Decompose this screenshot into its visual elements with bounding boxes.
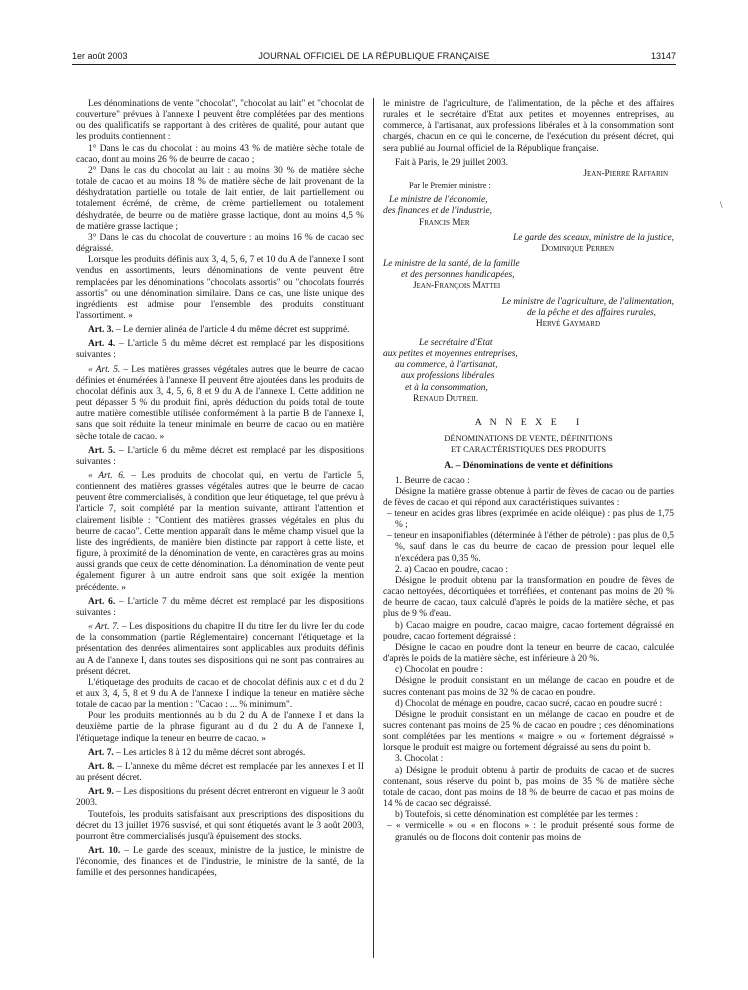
paragraph: Lorsque les produits définis aux 3, 4, 5, 6, 7 et 10 du A de l'annexe I sont vendus en assortiments, leurs dénominations de vente peuvent être remplacées par les dénominations "chocolats assortis" ou "chocolats fourrés assortis" ou une dénomination similaire. Dans ce cas, une liste unique des ingrédients est admise pour l'ensemble des produits constituant l'assortiment. » — [76, 255, 364, 321]
signature-block-health: Le ministre de la santé, de la famille et des personnes handicapées, Jean-François Mattei — [383, 259, 520, 292]
article-label: Art. 3. — [88, 325, 114, 336]
article-label: « Art. 6. — [88, 471, 126, 481]
article-label: Art. 4. — [88, 339, 116, 350]
item-heading: 1. Beurre de cacao : — [395, 475, 470, 486]
signature-block-justice: Le garde des sceaux, ministre de la justice, Dominique Perben — [513, 232, 674, 254]
paragraph: le ministre de l'agriculture, de l'alimentation, de la pêche et des affaires rurales et le secrétaire d'Etat aux petites et moyennes entreprises, au commerce, à l'artisanat, aux professions libérales et à la consommation sont chargés, chacun en ce qui le concerne, de l'exécution du présent décret, qui sera publié au Journal officiel de la République française. — [383, 99, 674, 154]
article-label: Art. 9. — [88, 787, 114, 798]
article-10: Art. 10. – Le garde des sceaux, ministre de la justice, le ministre de l'économie, des finances et de l'industrie, le ministre de la santé, de la famille et des personnes handicapées, — [76, 846, 364, 879]
paragraph: Désigne le produit consistant en un mélange de cacao en poudre et de sucres contenant pas moins de 32 % de cacao en poudre. — [383, 676, 674, 698]
item-heading: d) Chocolat de ménage en poudre, cacao sucré, cacao en poudre sucré : — [395, 698, 663, 709]
header-date: 1er août 2003 — [72, 51, 128, 61]
signature-place-date: Fait à Paris, le 29 juillet 2003. — [395, 157, 509, 168]
header-title: JOURNAL OFFICIEL DE LA RÉPUBLIQUE FRANÇAISE — [258, 51, 490, 61]
article-3: Art. 3. – Le dernier alinéa de l'article 4 du même décret est supprimé. — [88, 325, 350, 336]
article-8: Art. 8. – L'annexe du même décret est remplacée par les annexes I et II au présent décret. — [76, 761, 364, 784]
article-label: Art. 10. — [88, 846, 121, 856]
paragraph: Désigne le produit consistant en un mélange de cacao en poudre et de sucres contenant pas moins de 25 % de cacao en poudre ; ces dénominations sont complétées par les mentions « maigre » ou « fortement dégraissé » lorsque le produit est maigre ou fortement dégraissé au sens du point b. — [383, 709, 674, 754]
article-label: Art. 7. — [88, 747, 114, 758]
signature-block-agriculture: Le ministre de l'agriculture, de l'alimentation, de la pêche et des affaires rurales, Hervé Gaymard — [501, 296, 674, 329]
page-header — [72, 51, 676, 65]
quoted-article-6: « Art. 6. – Les produits de chocolat qui, en vertu de l'article 5, contiennent des matières grasses végétales autres que le beurre de cacao peuvent être commercialisés, à condition que leur étiquetage, tel que prévu à l'article 7, soit complété par la mention suivante, attirant l'attention et clairement lisible : "Contient des matières grasses végétales en plus du beurre de cacao". Cette mention apparaît dans le même champ visuel que la liste des ingrédients, de manière bien distincte par rapport à cette liste, et figure, à proximité de la dénomination de vente, en caractères gras au moins aussi grands que ceux de cette dénomination. La dénomination de vente peut également figurer à un autre endroit sans que soit exigée la mention précédente. » — [76, 471, 364, 593]
article-7: Art. 7. – Les articles 8 à 12 du même décret sont abrogés. — [88, 747, 306, 758]
article-5: Art. 5. – L'article 6 du même décret est remplacé par les dispositions suivantes : — [76, 445, 364, 467]
article-4: Art. 4. – L'article 5 du même décret est remplacé par les dispositions suivantes : — [76, 339, 364, 361]
paragraph: Désigne le produit obtenu par la transformation en poudre de fèves de cacao nettoyées, décortiquées et torréfiées, et contenant pas moins de 20 % de beurre de cacao, taux calculé d'après le poids de la matière sèche, et pas plus de 9 % d'eau. — [383, 575, 674, 620]
paragraph: Toutefois, les produits satisfaisant aux prescriptions des dispositions du décret du 13 juillet 1976 susvisé, et qui sont étiquetés avant le 3 août 2003, pourront être commercialisés jusqu'à épuisement des stocks. — [76, 809, 364, 842]
list-item: – « vermicelle » ou « en flocons » : le produit présenté sous forme de granulés ou de flocons doit contenir pas moins de — [387, 821, 674, 843]
article-label: Art. 8. — [88, 761, 115, 772]
article-label: « Art. 5. — [88, 364, 121, 375]
item-heading: 2. a) Cacao en poudre, cacao : — [395, 564, 508, 575]
signature-block-economy: Le ministre de l'économie, des finances et de l'industrie, Francis Mer — [383, 195, 493, 228]
paragraph: Les dénominations de vente "chocolat", "chocolat au lait" et "chocolat de couverture" prévues à l'annexe I peuvent être complétées par des mentions ou des qualificatifs se rapportant à des critères de qualité, pour autant que les produits contiennent : — [76, 99, 364, 143]
article-label: Art. 6. — [88, 596, 116, 607]
left-column — [76, 99, 364, 879]
paragraph: 3° Dans le cas du chocolat de couverture : au moins 16 % de cacao sec dégraissé. — [76, 232, 364, 255]
signatory-name: Jean-Pierre Raffarin — [583, 168, 668, 179]
quoted-article-5: « Art. 5. – Les matières grasses végétales autres que le beurre de cacao définies et énumérées à l'annexe II peuvent être ajoutées dans les produits de chocolat définis aux 3, 4, 5, 6, 8 et 9 du A de l'annexe I. Cette addition ne peut dépasser 5 % du produit fini, après déduction du poids total de toute autre matière comestible utilisée conformément à la partie B de l'annexe I, sans que soit réduite la teneur minimale en beurre de cacao ou en matière sèche totale de cacao. » — [76, 364, 364, 442]
column-divider — [373, 98, 374, 958]
annex-subtitle: DÉNOMINATIONS DE VENTE, DÉFINITIONS — [444, 434, 613, 444]
paragraph: 1° Dans le cas du chocolat : au moins 43 % de matière sèche totale de cacao, dont au moins 26 % de beurre de cacao ; — [76, 143, 364, 165]
item-heading: b) Cacao maigre en poudre, cacao maigre, cacao fortement dégraissé en poudre, cacao fortement dégraissé : — [383, 620, 674, 642]
article-6: Art. 6. – L'article 7 du même décret est remplacé par les dispositions suivantes : — [76, 596, 364, 618]
paragraph: a) Désigne le produit obtenu à partir de produits de cacao et de sucres contenant, sous réserve du point b, pas moins de 35 % de matière sèche totale de cacao, dont pas moins de 18 % de beurre de cacao et pas moins de 14 % de cacao sec dégraissé. — [383, 765, 674, 810]
item-heading: c) Chocolat en poudre : — [395, 665, 483, 676]
paragraph: Pour les produits mentionnés au b du 2 du A de l'annexe I et dans la deuxième partie de la phrase figurant au d du 2 du A de l'annexe I, l'étiquetage indique la teneur en beurre de cacao. » — [76, 711, 364, 744]
signature-block-secretary: Le secrétaire d'Etat aux petites et moyennes entreprises, au commerce, à l'artisanat, aux professions libérales et à la consommation, Renaud Dutreil — [383, 337, 518, 404]
right-column — [383, 99, 674, 844]
header-rule — [72, 64, 676, 65]
header-page-number: 13147 — [650, 51, 676, 61]
quoted-article-7: « Art. 7. – Les dispositions du chapitre II du titre Ier du livre Ier du code de la consommation (partie Réglementaire) concernant l'étiquetage et la présentation des denrées alimentaires sont applicables aux produits définis au A de l'annexe I, dans toutes ses dispositions qui ne sont pas contraires au présent décret. — [76, 622, 364, 677]
section-heading: A. – Dénominations de vente et définitions — [444, 461, 613, 472]
annex-title: A N N E X E I — [474, 416, 583, 428]
article-label: Art. 5. — [88, 445, 116, 456]
margin-mark: \ — [720, 200, 723, 210]
article-label: « Art. 7. — [88, 622, 120, 633]
article-9: Art. 9. – Les dispositions du présent décret entreront en vigueur le 3 août 2003. — [76, 787, 364, 809]
annex-subtitle: ET CARACTÉRISTIQUES DES PRODUITS — [450, 445, 607, 455]
paragraph: Désigne la matière grasse obtenue à partir de fèves de cacao ou de parties de fèves de cacao et qui répond aux caractéristiques suivantes : — [383, 486, 674, 508]
signatory-intro: Par le Premier ministre : — [409, 181, 491, 191]
paragraph: 2° Dans le cas du chocolat au lait : au moins 30 % de matière sèche totale de cacao et au moins 18 % de matière sèche de lait provenant de la déshydratation partielle ou totale de lait entier, de lait partiellement ou totalement écrémé, de crème, de crème partiellement ou totalement déshydratée, de beurre ou de matière grasse lactique, dont au moins 4,5 % de matière grasse lactique ; — [76, 165, 364, 232]
paragraph: b) Toutefois, si cette dénomination est complétée par les termes : — [395, 810, 639, 821]
paragraph: Désigne le cacao en poudre dont la teneur en beurre de cacao, calculée d'après le poids de la matière sèche, est inférieure à 20 %. — [383, 642, 674, 665]
list-item: – teneur en insaponifiables (déterminée à l'éther de pétrole) : pas plus de 0,5 %, sauf dans le cas du beurre de cacao de pression pour lequel elle n'excédera pas 0,35 %. — [387, 531, 674, 564]
list-item: – teneur en acides gras libres (exprimée en acide oléique) : pas plus de 1,75 % ; — [387, 509, 674, 531]
paragraph: L'étiquetage des produits de cacao et de chocolat définis aux c et d du 2 et aux 3, 4, 5, 8 et 9 du A de l'annexe I indique la teneur en matière sèche totale de cacao par la mention : "Cacao : ... % minimum". — [76, 677, 364, 711]
item-heading: 3. Chocolat : — [395, 754, 444, 765]
